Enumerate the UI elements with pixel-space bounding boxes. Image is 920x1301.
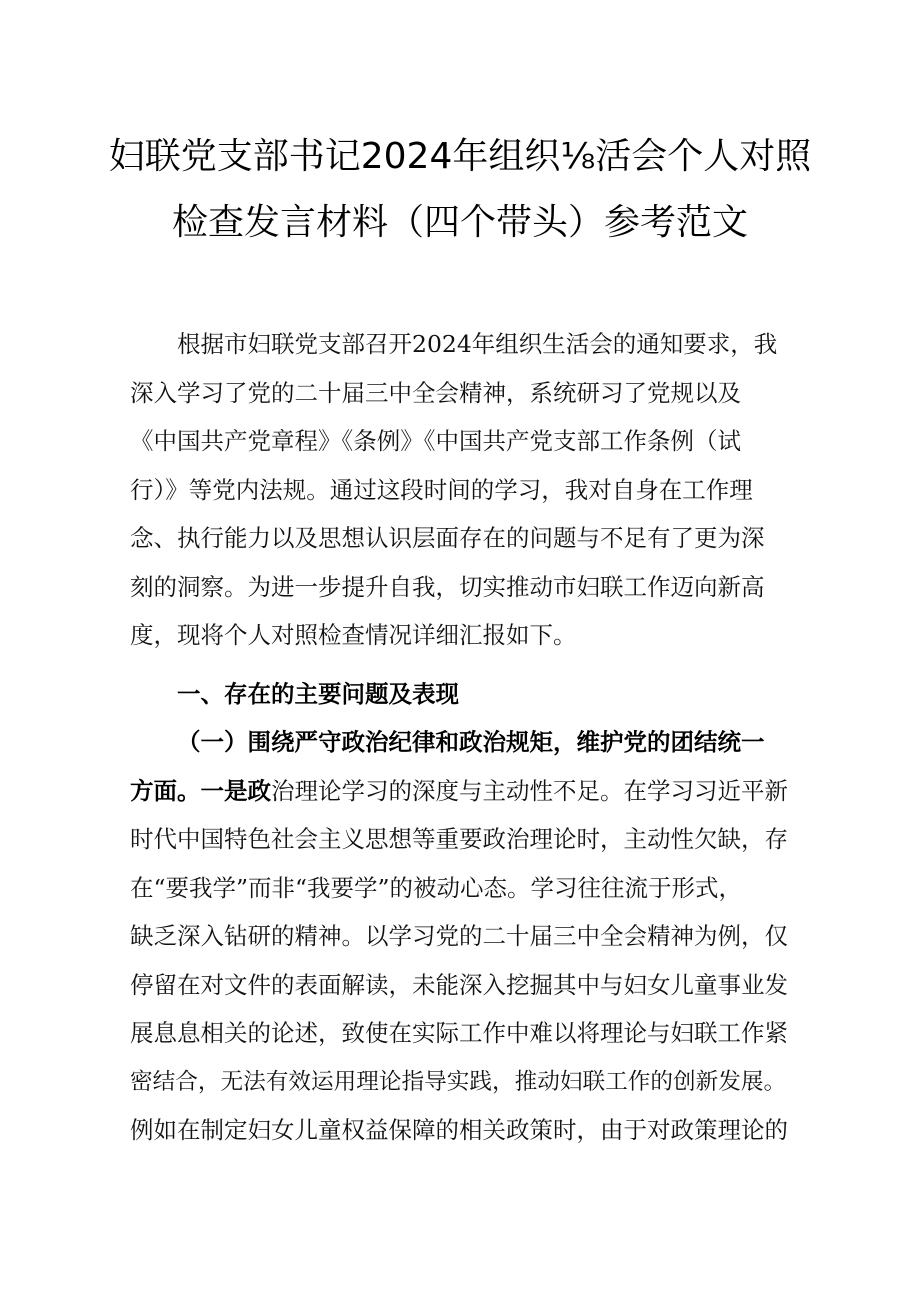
paragraph-line: 停留在对文件的表面解读，未能深入挖掘其中与妇女儿童事业发 [130, 970, 788, 999]
intro-line: 根据市妇联党支部召开2024年组织生活会的通知要求，我 [177, 330, 778, 358]
intro-line: 《中国共产党章程》《条例》《中国共产党支部工作条例（试 [130, 427, 741, 455]
intro-line: 刻的洞察。为进一步提升自我，切实推动市妇联工作迈向新高 [130, 572, 765, 601]
section-heading-block [130, 670, 790, 719]
section-heading: 一、存在的主要问题及表现 [177, 680, 459, 708]
paragraph-line: 缺乏深入钻研的精神。以学习党的二十届三中全会精神为例，仅 [130, 922, 788, 950]
sub-heading-continuation: 方面。一是政 [130, 776, 271, 805]
intro-line: 度，现将个人对照检查情况详细汇报如下。 [130, 621, 577, 649]
intro-line: 念、执行能力以及思想认识层面存在的问题与不足有了更为深 [130, 524, 765, 552]
sub-heading-text: （一）围绕严守政治纪律和政治规矩，维护党的团结统一 [177, 728, 765, 756]
sub-heading-line [130, 718, 790, 767]
intro-line: 深入学习了党的二十届三中全会精神，系统研习了党规以及 [130, 378, 741, 407]
intro-paragraph [130, 320, 790, 660]
paragraph-text: 治理论学习的深度与主动性不足。在学习习近平新 [271, 776, 788, 805]
paragraph-line: 密结合，无法有效运用理论指导实践，推动妇联工作的创新发展。 [130, 1068, 787, 1095]
paragraph-line: 例如在制定妇女儿童权益保障的相关政策时，由于对政策理论的 [130, 1116, 788, 1144]
paragraph-line: 展息息相关的论述，致使在实际工作中难以将理论与妇联工作紧 [130, 1019, 788, 1047]
paragraph-line: 时代中国特色社会主义思想等重要政治理论时，主动性欠缺，存 [130, 825, 788, 853]
document-title-line-1: 妇联党支部书记2024年组织⅛活会个人对照 [108, 136, 812, 177]
intro-line: 行）》等党内法规。通过这段时间的学习，我对自身在工作理 [130, 475, 753, 504]
problem-paragraph [130, 718, 790, 1155]
document-title-line-2: 检查发言材料（四个带头）参考范文 [171, 202, 748, 243]
paragraph-line [130, 767, 790, 816]
paragraph-line: 在“要我学”而非“我要学”的被动心态。学习往往流于形式， [130, 873, 743, 902]
